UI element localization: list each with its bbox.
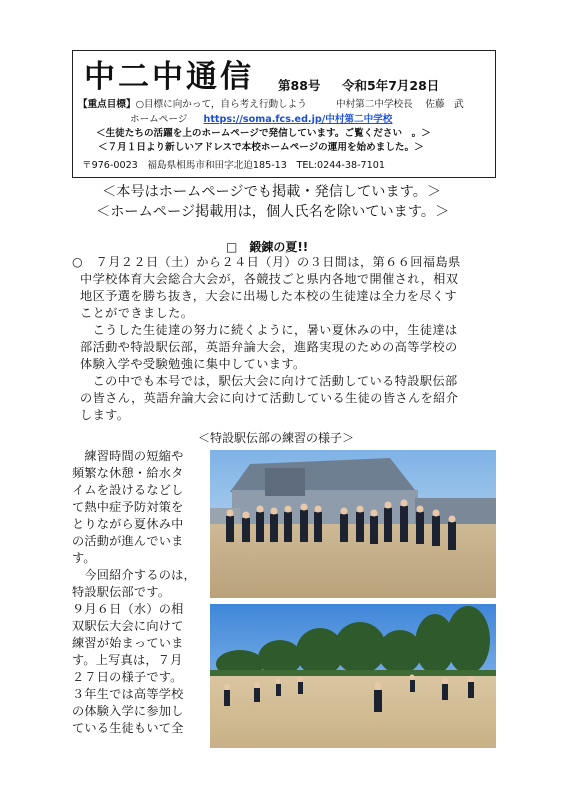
body-line: ことができました。 — [80, 306, 194, 320]
body-line: 体験入学や受験勉強に集中しています。 — [80, 357, 306, 371]
principal-name: 中村第二中学校長 佐藤 武 — [336, 99, 464, 110]
side-text-line: 頻繁な休憩・給水タ — [72, 466, 184, 480]
side-text-line: とりながら夏休み中 — [72, 517, 184, 531]
goal-label: 【重点目標】 — [78, 99, 136, 110]
newsletter-title: 中二中通信 — [84, 59, 254, 95]
publication-notice: ＜本号はホームページでも掲載・発信しています。＞ — [102, 184, 442, 200]
side-text-line: て熱中症予防対策を — [72, 500, 184, 514]
side-text-line: す。上写真は，７月 — [72, 653, 183, 667]
side-text-line: ９月６日（水）の相 — [72, 602, 184, 616]
issue-date: 令和5年7月28日 — [342, 78, 440, 93]
homepage-school: 中村第二中学校 — [325, 114, 393, 125]
homepage-line — [130, 113, 392, 126]
side-text-line: イムを設けるなどし — [72, 483, 184, 497]
side-text-line: 練習時間の短縮や — [72, 449, 184, 463]
ekiden-team-photo-running — [210, 604, 496, 748]
side-text-line: 特設駅伝部です。 — [72, 585, 171, 599]
side-text-line: 今回紹介するのは， — [72, 568, 196, 582]
body-line: します。 — [80, 408, 130, 422]
activity-notice: ＜生徒たちの活躍を上のホームページで発信しています。ご覧ください 。＞ — [96, 128, 431, 139]
goal-text: ○目標に向かって，自ら考え行動しよう — [135, 99, 307, 110]
school-goal-line — [78, 98, 307, 111]
school-address: 〒976-0023 福島県相馬市和田字北迫185-13 TEL:0244-38-7101 — [82, 160, 385, 171]
section-title: □ 鍛錬の夏!! — [226, 240, 309, 254]
body-line: ○ ７月２２日（土）から２４日（月）の３日間は，第６６回福島県 — [72, 255, 461, 269]
body-line: 地区予選を勝ち抜き，大会に出場した本校の生徒達は全力を尽くす — [80, 289, 458, 303]
issue-number: 第88号 — [278, 78, 321, 93]
side-text-line: の活動が進んでいま — [72, 534, 184, 548]
body-line: こうした生徒達の努力に続くように，暑い夏休みの中，生徒達は — [80, 323, 458, 337]
body-line: この中でも本号では，駅伝大会に向けて活動している特設駅伝部 — [80, 374, 458, 388]
side-text-line: す。 — [72, 551, 96, 565]
side-text-line: ３年生では高等学校 — [72, 687, 184, 701]
new-address-notice: ＜７月１日より新しいアドレスで本校ホームページの運用を始めました。＞ — [98, 142, 424, 153]
body-line: 部活動や特設駅伝部，英語弁論大会，進路実現のための高等学校の — [80, 340, 458, 354]
body-line: の皆さん，英語弁論大会に向けて活動している生徒の皆さんを紹介 — [80, 391, 459, 405]
side-text-line: の体験入学に参加し — [72, 704, 184, 718]
side-text-line: 練習が始まっていま — [72, 636, 184, 650]
homepage-label: ホームページ — [130, 114, 188, 125]
side-text-line: ている生徒もいて全 — [72, 721, 184, 735]
ekiden-team-photo-stretching — [210, 450, 496, 598]
homepage-link[interactable]: https://soma.fcs.ed.jp/ — [203, 114, 326, 125]
photo-caption: ＜特設駅伝部の練習の様子＞ — [198, 431, 355, 445]
side-text-line: 双駅伝大会に向けて — [72, 619, 184, 633]
body-line: 中学校体育大会総合大会が，各競技ごと県内各地で開催され，相双 — [80, 272, 459, 286]
privacy-notice: ＜ホームページ掲載用は，個人氏名を除いています。＞ — [96, 204, 450, 220]
side-text-line: ２７日の様子です。 — [72, 670, 183, 684]
